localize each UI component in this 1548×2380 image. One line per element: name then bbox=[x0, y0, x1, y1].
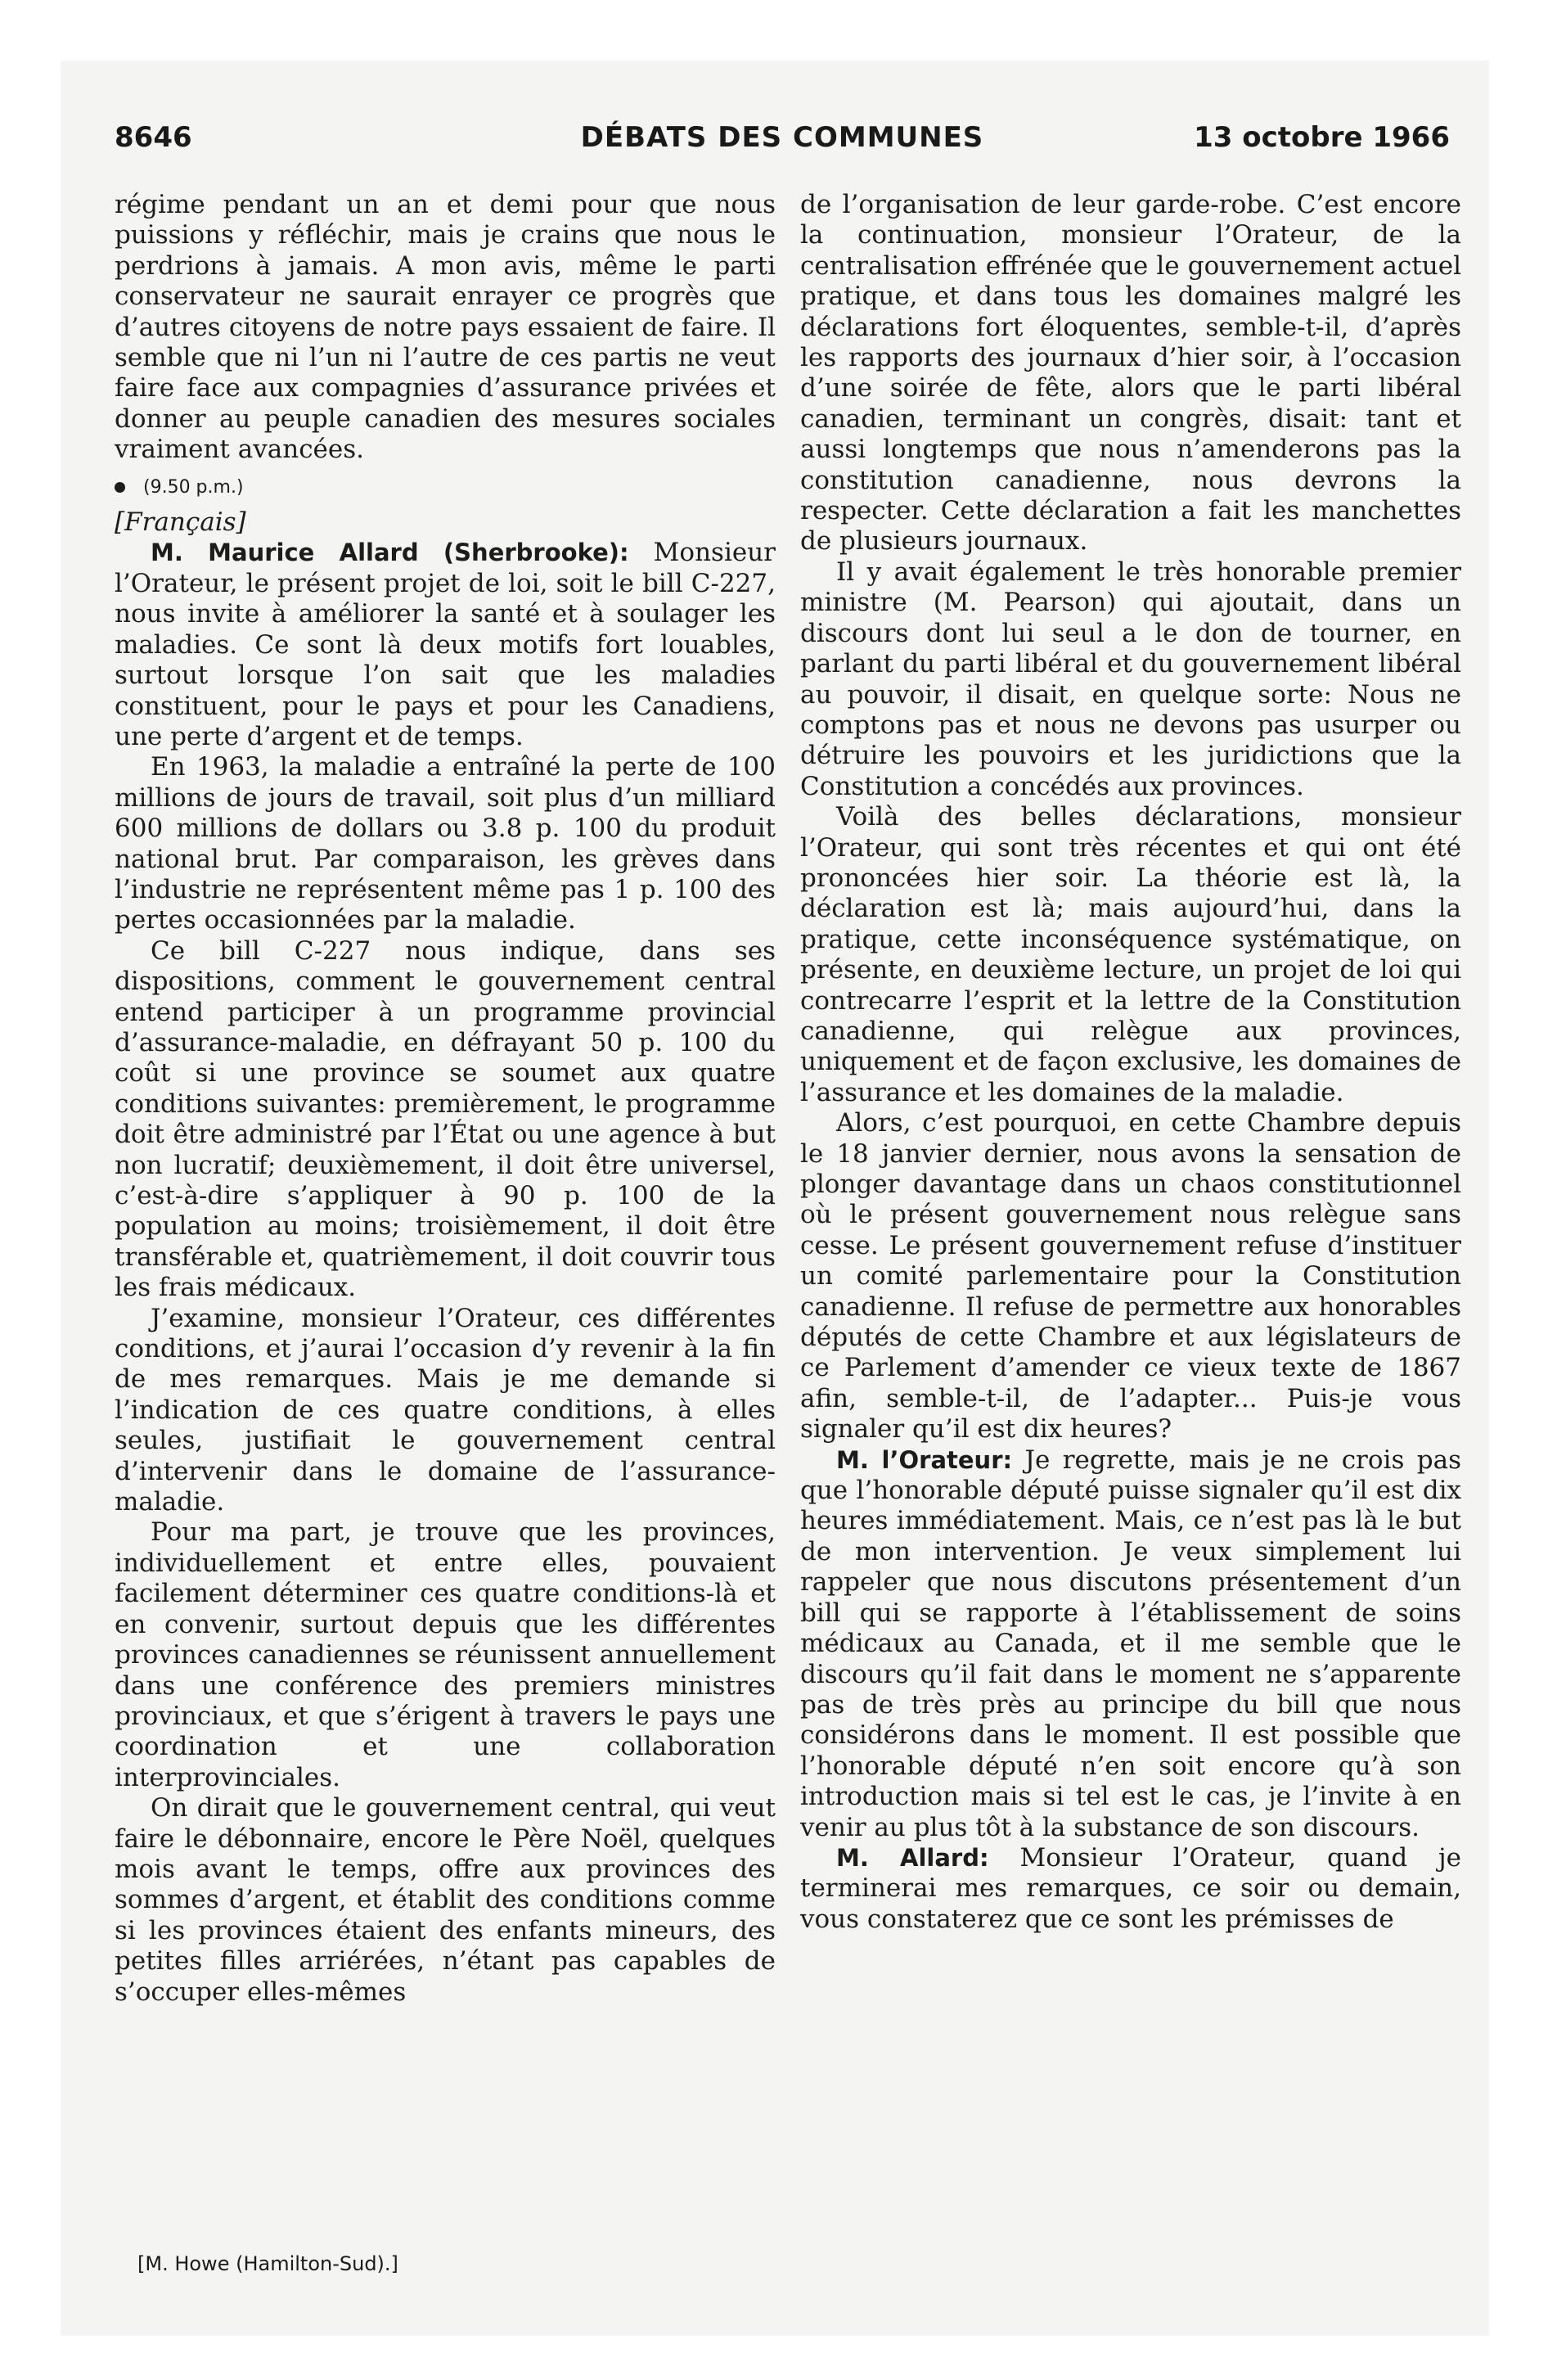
bullet-icon bbox=[115, 482, 125, 493]
page-title: DÉBATS DES COMMUNES bbox=[580, 121, 984, 154]
paragraph: Voilà des belles déclarations, monsieur l’Orateur, qui sont très récentes et qui ont été prononcées hier soir. La théorie est là, la déclaration est là; mais aujourd’hui, dans la pratique, cette inconséquence systématique, on présente, en deuxième lecture, un projet de loi qui contrecarre l’esprit et la lettre de la Constitution canadienne, qui relègue aux provinces, uniquement et de façon exclusive, les domaines de l’assurance et les domaines de la maladie. bbox=[800, 802, 1461, 1107]
paragraph: Il y avait également le très honorable premier ministre (M. Pearson) qui ajoutait, dans un discours dont lui seul a le don de tourner, en parlant du parti libéral et du gouvernement libéral au pouvoir, il disait, en quelque sorte: Nous ne comptons pas et nous ne devons pas usurper ou détruire les pouvoirs et les juridictions que la Constitution a concédés aux provinces. bbox=[800, 557, 1461, 801]
time-marker: (9.50 p.m.) bbox=[115, 472, 776, 503]
paragraph: M. Allard: Monsieur l’Orateur, quand je terminerai mes remarques, ce soir ou demain, vous constaterez que ce sont les prémisses de bbox=[800, 1842, 1462, 1934]
page-header bbox=[115, 121, 1450, 164]
page-number: 8646 bbox=[115, 121, 192, 154]
paragraph: Alors, c’est pourquoi, en cette Chambre depuis le 18 janvier dernier, nous avons la sensation de plonger davantage dans un chaos constitutionnel où le présent gouvernement nous relègue sans cesse. Le présent gouvernement refuse d’instituer un comité parlementaire pour la Constitution canadienne. Il refuse de permettre aux honorables députés de cette Chambre et aux législateurs de ce Parlement d’amender ce vieux texte de 1867 afin, semble-t-il, de l’adapter... Puis-je vous signaler qu’il est dix heures? bbox=[800, 1108, 1461, 1445]
speaker-name: M. Allard: bbox=[836, 1843, 989, 1872]
paragraph: régime pendant un an et demi pour que nous puissions y réfléchir, mais je crains que nous le perdrions à jamais. A mon avis, même le parti conservateur ne saurait enrayer ce progrès que d’autres citoyens de notre pays essaient de faire. Il semble que ni l’un ni l’autre de ces partis ne veut faire face aux compagnies d’assurance privées et donner au peuple canadien des mesures sociales vraiment avancées. bbox=[115, 190, 776, 465]
paragraph: de l’organisation de leur garde-robe. C’est encore la continuation, monsieur l’Orateur, de la centralisation effrénée que le gouvernement actuel pratique, et dans tous les domaines malgré les déclarations fort éloquentes, semble-t-il, d’après les rapports des journaux d’hier soir, à l’occasion d’une soirée de fête, alors que le parti libéral canadien, terminant un congrès, disait: tant et aussi longtemps que nous n’amenderons pas la constitution canadienne, nous devrons la respecter. Cette déclaration a fait les manchettes de plusieurs journaux. bbox=[800, 190, 1461, 557]
paragraph: Ce bill C-227 nous indique, dans ses dispositions, comment le gouvernement central entend participer à un programme provincial d’assurance-maladie, en défrayant 50 p. 100 du coût si une province se soumet aux quatre conditions suivantes: premièrement, le programme doit être administré par l’État ou une agence à but non lucratif; deuxièmement, il doit être universel, c’est-à-dire s’appliquer à 90 p. 100 de la population au moins; troisièmement, il doit être transférable et, quatrièmement, il doit couvrir tous les frais médicaux. bbox=[115, 935, 776, 1303]
paragraph: M. l’Orateur: Je regrette, mais je ne crois pas que l’honorable député puisse signaler qu’il est dix heures immédiatement. Mais, ce n’est pas là le but de mon intervention. Je veux simplement lui rappeler que nous discutons présentement d’un bill qui se rapporte à l’établissement de soins médicaux au Canada, et il me semble que le discours qu’il fait dans le moment ne s’apparente pas de très près au principe du bill que nous considérons dans le moment. Il est possible que l’honorable député n’en soit encore qu’à son introduction mais si tel est le cas, je l’invite à en venir au plus tôt à la substance de son discours. bbox=[800, 1445, 1462, 1842]
paragraph: M. Maurice Allard (Sherbrooke): Monsieur l’Orateur, le présent projet de loi, soit le bill C-227, nous invite à améliorer la santé et à soulager les maladies. Ce sont là deux motifs fort louables, surtout lorsque l’on sait que les maladies constituent, pour le pays et pour les Canadiens, une perte d’argent et de temps. bbox=[115, 538, 776, 751]
right-column bbox=[800, 190, 1461, 2285]
chair-note: [M. Howe (Hamilton-Sud).] bbox=[137, 2252, 398, 2275]
left-column bbox=[115, 190, 776, 2285]
speaker-name: M. l’Orateur: bbox=[836, 1445, 1013, 1474]
paragraph: En 1963, la maladie a entraîné la perte de 100 millions de jours de travail, soit plus d’un milliard 600 millions de dollars ou 3.8 p. 100 du produit national brut. Par comparaison, les grèves dans l’industrie ne représentent même pas 1 p. 100 des pertes occasionnées par la maladie. bbox=[115, 752, 776, 935]
paragraph: On dirait que le gouvernement central, qui veut faire le débonnaire, encore le Père Noël, quelques mois avant le temps, offre aux provinces des sommes d’argent, et établit des conditions comme si les provinces étaient des enfants mineurs, des petites filles arriérées, n’étant pas capables de s’occuper elles-mêmes bbox=[115, 1793, 776, 2007]
language-note: [Français] bbox=[115, 507, 246, 538]
speaker-name: M. Maurice Allard (Sherbrooke): bbox=[151, 539, 629, 567]
page-date: 13 octobre 1966 bbox=[1194, 121, 1450, 154]
paragraph: J’examine, monsieur l’Orateur, ces différentes conditions, et j’aurai l’occasion d’y revenir à la fin de mes remarques. Mais je me demande si l’indication de ces quatre conditions, à elles seules, justifiait le gouvernement central d’intervenir dans le domaine de l’assurance-maladie. bbox=[115, 1303, 776, 1517]
paragraph: Pour ma part, je trouve que les provinces, individuellement et entre elles, pouvaient facilement déterminer ces quatre conditions-là et en convenir, surtout depuis que les différentes provinces canadiennes se réunissent annuellement dans une conférence des premiers ministres provinciaux, et que s’érigent à travers le pays une coordination et une collaboration interprovinciales. bbox=[115, 1517, 776, 1792]
